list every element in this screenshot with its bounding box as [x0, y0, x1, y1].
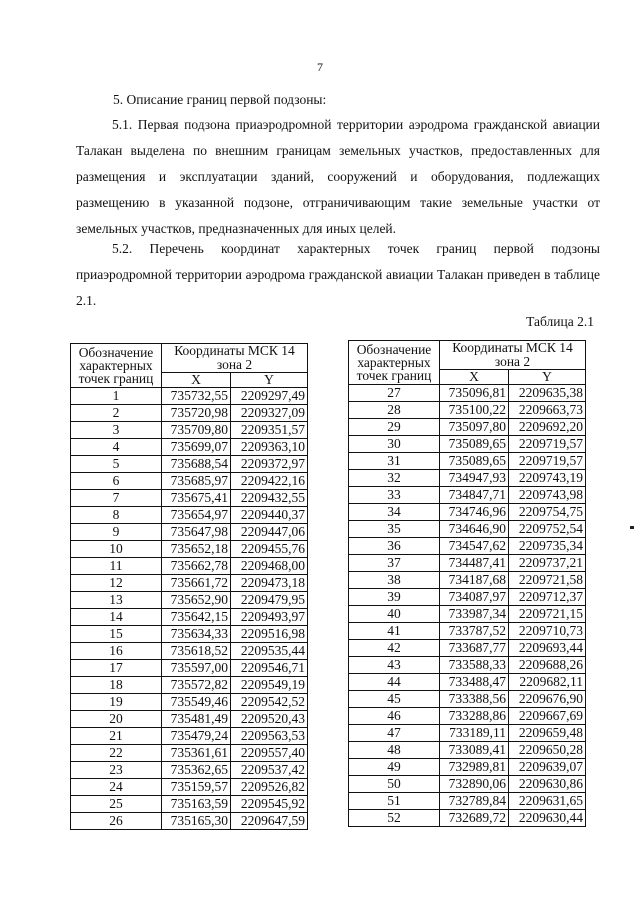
x-coord-cell: 735479,24 — [162, 728, 231, 745]
table-row — [349, 555, 586, 572]
x-coord-cell: 735709,80 — [162, 422, 231, 439]
x-coord-cell: 735732,55 — [162, 388, 231, 405]
scan-mark — [630, 526, 634, 529]
table-row — [71, 575, 308, 592]
x-coord-cell: 735362,65 — [162, 762, 231, 779]
y-coord-cell: 2209351,57 — [231, 422, 308, 439]
y-coord-cell: 2209752,54 — [509, 521, 586, 538]
x-coord-cell: 732789,84 — [440, 793, 509, 810]
y-coord-cell: 2209557,40 — [231, 745, 308, 762]
point-id-cell: 41 — [349, 623, 440, 640]
x-coord-cell: 735100,22 — [440, 402, 509, 419]
point-id-cell: 12 — [71, 575, 162, 592]
table-row — [349, 657, 586, 674]
table-row — [349, 589, 586, 606]
point-id-cell: 14 — [71, 609, 162, 626]
y-coord-cell: 2209297,49 — [231, 388, 308, 405]
x-coord-cell: 734547,62 — [440, 538, 509, 555]
table-row — [349, 606, 586, 623]
y-coord-cell: 2209493,97 — [231, 609, 308, 626]
table-row — [349, 640, 586, 657]
table-row — [71, 813, 308, 830]
x-coord-cell: 734087,97 — [440, 589, 509, 606]
x-coord-cell: 735481,49 — [162, 711, 231, 728]
point-id-cell: 23 — [71, 762, 162, 779]
table-row — [71, 660, 308, 677]
x-coord-cell: 732890,06 — [440, 776, 509, 793]
y-coord-cell: 2209721,58 — [509, 572, 586, 589]
y-coord-cell: 2209647,59 — [231, 813, 308, 830]
point-id-cell: 44 — [349, 674, 440, 691]
table-row — [349, 572, 586, 589]
y-coord-cell: 2209526,82 — [231, 779, 308, 796]
point-id-cell: 4 — [71, 439, 162, 456]
point-id-cell: 37 — [349, 555, 440, 572]
y-coord-cell: 2209455,76 — [231, 541, 308, 558]
coordinates-table-right — [348, 340, 586, 827]
y-coord-cell: 2209630,86 — [509, 776, 586, 793]
y-coord-cell: 2209737,21 — [509, 555, 586, 572]
table-row — [71, 796, 308, 813]
table-body-right — [349, 385, 586, 827]
y-coord-cell: 2209688,26 — [509, 657, 586, 674]
y-coord-cell: 2209422,16 — [231, 473, 308, 490]
table-row — [349, 674, 586, 691]
point-id-cell: 22 — [71, 745, 162, 762]
table-row — [349, 725, 586, 742]
y-coord-cell: 2209735,34 — [509, 538, 586, 555]
point-id-cell: 7 — [71, 490, 162, 507]
point-id-cell: 11 — [71, 558, 162, 575]
x-coord-cell: 733687,77 — [440, 640, 509, 657]
table-row — [71, 609, 308, 626]
table-row — [349, 742, 586, 759]
x-coord-cell: 735549,46 — [162, 694, 231, 711]
point-id-cell: 42 — [349, 640, 440, 657]
point-id-cell: 9 — [71, 524, 162, 541]
y-coord-cell: 2209667,69 — [509, 708, 586, 725]
y-coord-cell: 2209635,38 — [509, 385, 586, 402]
y-header: Y — [231, 373, 308, 388]
table-row — [349, 504, 586, 521]
x-coord-cell: 735652,90 — [162, 592, 231, 609]
y-coord-cell: 2209639,07 — [509, 759, 586, 776]
x-coord-cell: 735654,97 — [162, 507, 231, 524]
table-row — [71, 694, 308, 711]
x-coord-cell: 735097,80 — [440, 419, 509, 436]
x-coord-cell: 735163,59 — [162, 796, 231, 813]
table-row — [71, 592, 308, 609]
table-row — [71, 643, 308, 660]
point-id-cell: 18 — [71, 677, 162, 694]
table-row — [349, 538, 586, 555]
coords-header: Координаты МСК 14 зона 2 — [162, 344, 308, 373]
point-id-cell: 29 — [349, 419, 440, 436]
y-coord-cell: 2209719,57 — [509, 453, 586, 470]
x-coord-cell: 735661,72 — [162, 575, 231, 592]
table-row — [71, 677, 308, 694]
y-coord-cell: 2209542,52 — [231, 694, 308, 711]
y-coord-cell: 2209327,09 — [231, 405, 308, 422]
table-row — [349, 776, 586, 793]
point-id-cell: 8 — [71, 507, 162, 524]
table-row — [71, 422, 308, 439]
table-row — [349, 810, 586, 827]
point-id-cell: 16 — [71, 643, 162, 660]
x-coord-cell: 735642,15 — [162, 609, 231, 626]
point-id-cell: 34 — [349, 504, 440, 521]
y-coord-cell: 2209468,00 — [231, 558, 308, 575]
x-coord-cell: 735361,61 — [162, 745, 231, 762]
x-coord-cell: 733787,52 — [440, 623, 509, 640]
table-row — [349, 419, 586, 436]
y-coord-cell: 2209546,71 — [231, 660, 308, 677]
page-number: 7 — [317, 60, 323, 74]
table-caption: Таблица 2.1 — [526, 314, 594, 329]
point-id-cell: 45 — [349, 691, 440, 708]
point-id-cell: 13 — [71, 592, 162, 609]
x-coord-cell: 734487,41 — [440, 555, 509, 572]
x-coord-cell: 734847,71 — [440, 487, 509, 504]
point-id-cell: 40 — [349, 606, 440, 623]
table-row — [349, 487, 586, 504]
point-id-cell: 20 — [71, 711, 162, 728]
table-row — [71, 388, 308, 405]
point-id-cell: 5 — [71, 456, 162, 473]
point-id-cell: 19 — [71, 694, 162, 711]
x-coord-cell: 735634,33 — [162, 626, 231, 643]
table-row — [71, 405, 308, 422]
coords-header: Координаты МСК 14 зона 2 — [440, 341, 586, 370]
table-row — [71, 507, 308, 524]
y-coord-cell: 2209712,37 — [509, 589, 586, 606]
section-heading: 5. Описание границ первой подзоны: — [113, 92, 327, 107]
x-header: X — [440, 370, 509, 385]
table-row — [71, 711, 308, 728]
y-header: Y — [509, 370, 586, 385]
x-coord-cell: 735096,81 — [440, 385, 509, 402]
x-coord-cell: 734187,68 — [440, 572, 509, 589]
x-coord-cell: 735089,65 — [440, 436, 509, 453]
x-coord-cell: 735618,52 — [162, 643, 231, 660]
point-id-cell: 24 — [71, 779, 162, 796]
x-coord-cell: 734746,96 — [440, 504, 509, 521]
table-row — [71, 779, 308, 796]
table-row — [71, 456, 308, 473]
table-row — [71, 745, 308, 762]
y-coord-cell: 2209710,73 — [509, 623, 586, 640]
y-coord-cell: 2209535,44 — [231, 643, 308, 660]
y-coord-cell: 2209372,97 — [231, 456, 308, 473]
x-coord-cell: 733588,33 — [440, 657, 509, 674]
point-label-header: Обозначение характерных точек границ — [71, 344, 162, 388]
table-row — [349, 623, 586, 640]
table-row — [349, 385, 586, 402]
point-id-cell: 30 — [349, 436, 440, 453]
x-coord-cell: 735089,65 — [440, 453, 509, 470]
point-id-cell: 32 — [349, 470, 440, 487]
y-coord-cell: 2209447,06 — [231, 524, 308, 541]
table-row — [71, 439, 308, 456]
y-coord-cell: 2209692,20 — [509, 419, 586, 436]
y-coord-cell: 2209545,92 — [231, 796, 308, 813]
x-coord-cell: 734646,90 — [440, 521, 509, 538]
point-id-cell: 26 — [71, 813, 162, 830]
x-coord-cell: 733987,34 — [440, 606, 509, 623]
y-coord-cell: 2209473,18 — [231, 575, 308, 592]
table-row — [71, 626, 308, 643]
x-coord-cell: 735720,98 — [162, 405, 231, 422]
point-id-cell: 17 — [71, 660, 162, 677]
x-coord-cell: 733089,41 — [440, 742, 509, 759]
point-id-cell: 6 — [71, 473, 162, 490]
point-id-cell: 28 — [349, 402, 440, 419]
x-coord-cell: 735662,78 — [162, 558, 231, 575]
x-coord-cell: 733189,11 — [440, 725, 509, 742]
y-coord-cell: 2209719,57 — [509, 436, 586, 453]
x-coord-cell: 735699,07 — [162, 439, 231, 456]
table-row — [349, 453, 586, 470]
x-coord-cell: 735572,82 — [162, 677, 231, 694]
y-coord-cell: 2209650,28 — [509, 742, 586, 759]
point-id-cell: 25 — [71, 796, 162, 813]
x-coord-cell: 735597,00 — [162, 660, 231, 677]
y-coord-cell: 2209630,44 — [509, 810, 586, 827]
table-row — [349, 691, 586, 708]
x-coord-cell: 735685,97 — [162, 473, 231, 490]
point-id-cell: 46 — [349, 708, 440, 725]
x-coord-cell: 735652,18 — [162, 541, 231, 558]
y-coord-cell: 2209520,43 — [231, 711, 308, 728]
coordinates-table-left — [70, 343, 308, 830]
y-coord-cell: 2209676,90 — [509, 691, 586, 708]
table-row — [71, 541, 308, 558]
point-id-cell: 47 — [349, 725, 440, 742]
table-row — [349, 521, 586, 538]
y-coord-cell: 2209537,42 — [231, 762, 308, 779]
point-id-cell: 43 — [349, 657, 440, 674]
y-coord-cell: 2209631,65 — [509, 793, 586, 810]
point-id-cell: 49 — [349, 759, 440, 776]
x-coord-cell: 732989,81 — [440, 759, 509, 776]
x-coord-cell: 735165,30 — [162, 813, 231, 830]
table-row — [71, 473, 308, 490]
x-coord-cell: 734947,93 — [440, 470, 509, 487]
table-row — [71, 558, 308, 575]
y-coord-cell: 2209363,10 — [231, 439, 308, 456]
point-id-cell: 35 — [349, 521, 440, 538]
y-coord-cell: 2209440,37 — [231, 507, 308, 524]
point-id-cell: 39 — [349, 589, 440, 606]
table-row — [349, 436, 586, 453]
y-coord-cell: 2209663,73 — [509, 402, 586, 419]
y-coord-cell: 2209659,48 — [509, 725, 586, 742]
table-body-left — [71, 388, 308, 830]
x-coord-cell: 733388,56 — [440, 691, 509, 708]
table-row — [349, 470, 586, 487]
table-row — [71, 490, 308, 507]
x-header: X — [162, 373, 231, 388]
y-coord-cell: 2209721,15 — [509, 606, 586, 623]
x-coord-cell: 732689,72 — [440, 810, 509, 827]
table-row — [349, 793, 586, 810]
point-id-cell: 3 — [71, 422, 162, 439]
x-coord-cell: 735688,54 — [162, 456, 231, 473]
x-coord-cell: 733488,47 — [440, 674, 509, 691]
point-id-cell: 50 — [349, 776, 440, 793]
point-label-header: Обозначение характерных точек границ — [349, 341, 440, 385]
point-id-cell: 36 — [349, 538, 440, 555]
y-coord-cell: 2209432,55 — [231, 490, 308, 507]
x-coord-cell: 733288,86 — [440, 708, 509, 725]
point-id-cell: 52 — [349, 810, 440, 827]
y-coord-cell: 2209743,98 — [509, 487, 586, 504]
point-id-cell: 27 — [349, 385, 440, 402]
y-coord-cell: 2209682,11 — [509, 674, 586, 691]
y-coord-cell: 2209549,19 — [231, 677, 308, 694]
table-row — [349, 759, 586, 776]
point-id-cell: 15 — [71, 626, 162, 643]
table-row — [71, 524, 308, 541]
point-id-cell: 21 — [71, 728, 162, 745]
x-coord-cell: 735675,41 — [162, 490, 231, 507]
table-row — [349, 402, 586, 419]
y-coord-cell: 2209693,44 — [509, 640, 586, 657]
point-id-cell: 10 — [71, 541, 162, 558]
table-row — [71, 728, 308, 745]
point-id-cell: 2 — [71, 405, 162, 422]
y-coord-cell: 2209743,19 — [509, 470, 586, 487]
paragraph-5-2: 5.2. Перечень координат характерных точек границ первой подзоны приаэродромной территории аэродрома гражданской авиации Талакан приведен в таблице 2.1. — [76, 241, 600, 308]
point-id-cell: 33 — [349, 487, 440, 504]
y-coord-cell: 2209754,75 — [509, 504, 586, 521]
paragraph-5-1: 5.1. Первая подзона приаэродромной территории аэродрома гражданской авиации Талакан выделена по внешним границам земельных участков, предоставленных для размещения и эксплуатации зданий, сооружений и оборудования, подлежащих размещению в указанной подзоне, отграничивающим такие земельные участки от земельных участков, предназначенных для иных целей. — [76, 117, 600, 236]
point-id-cell: 51 — [349, 793, 440, 810]
y-coord-cell: 2209479,95 — [231, 592, 308, 609]
x-coord-cell: 735159,57 — [162, 779, 231, 796]
table-row — [71, 762, 308, 779]
y-coord-cell: 2209516,98 — [231, 626, 308, 643]
x-coord-cell: 735647,98 — [162, 524, 231, 541]
y-coord-cell: 2209563,53 — [231, 728, 308, 745]
point-id-cell: 48 — [349, 742, 440, 759]
point-id-cell: 1 — [71, 388, 162, 405]
point-id-cell: 38 — [349, 572, 440, 589]
table-row — [349, 708, 586, 725]
point-id-cell: 31 — [349, 453, 440, 470]
